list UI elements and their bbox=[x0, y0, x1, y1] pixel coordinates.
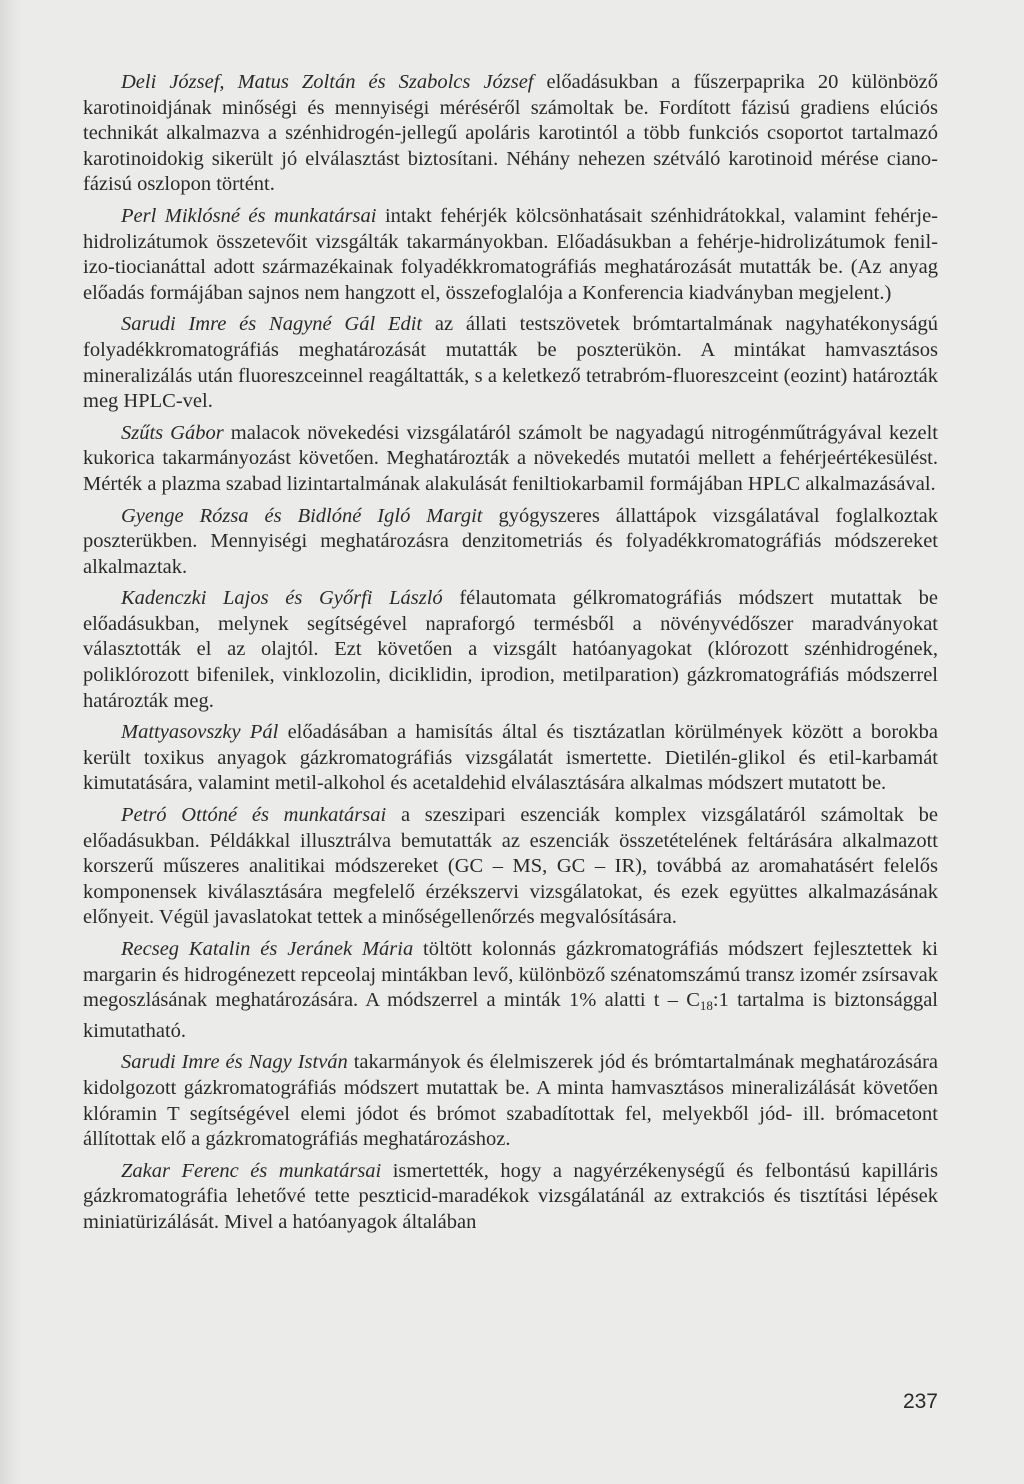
paragraph-gyenge bbox=[83, 504, 938, 581]
paragraph-author: Petró Ottóné és munkatársai bbox=[121, 804, 387, 827]
paragraph-text: gyógyszeres állattápok vizsgálatával foglalkoztak poszterükben. Mennyiségi meghatározásra denzitometriás és folyadékkromatográfiás módszereket alkalmaztak. bbox=[83, 504, 939, 578]
paragraph-text: előadásában a hamisítás által és tisztázatlan körülmények között a borokba került toxikus anyagok gázkromatográfiás vizsgálatát ismertette. Dietilén-glikol és etil-karbamát kimutatására, valamint metil-alkohol és acetaldehid elválasztására alkalmas módszert mutatott be. bbox=[83, 721, 938, 795]
paragraph-perl bbox=[83, 204, 938, 306]
paragraph-text: a szeszipari eszenciák komplex vizsgálatáról számoltak be előadásukban. Példákkal illusztrálva bemutatták az eszenciák összetételének feltárására alkalmazott korszerű műszeres analitikai módszereket (GC – MS, GC – IR), továbbá az aromahatásért felelős komponensek kiválasztására megfelelő érzékszervi vizsgálatokat, és ezek együttes alkalmazásának előnyeit. Végül javaslatokat tettek a minőségellenőrzés megvalósítására. bbox=[83, 804, 938, 929]
paragraph-szuts bbox=[83, 421, 938, 498]
subscript-18: 18 bbox=[699, 998, 713, 1014]
paragraph-text: ismertették, hogy a nagyérzékenységű és felbontású kapilláris gázkromatográfia lehetővé tette peszticid-maradékok vizsgálatánál az extrakciós és tisztítási lépések miniatürizálását. Mivel a hatóanyagok általában bbox=[83, 1159, 938, 1233]
paragraph-kadenczki bbox=[83, 586, 938, 714]
paragraph-text: takarmányok és élelmiszerek jód és brómtartalmának meghatározására kidolgozott gázkromatográfiás módszert mutattak be. A minta hamvasztásos mineralizálását követően klóramin T segítségével elemi jódot és brómot szabadítottak fel, melyekből jód- ill. brómacetont állítottak elő a gázkromatográfiás meghatározáshoz. bbox=[83, 1051, 938, 1151]
paragraph-text-tail: :1 tartalma is biztonsággal kimutatható. bbox=[83, 989, 938, 1042]
paragraph-author: Gyenge Rózsa és Bidlóné Igló Margit bbox=[121, 504, 483, 527]
document-page bbox=[83, 70, 938, 1242]
paragraph-mattyasovszky bbox=[83, 720, 938, 797]
scan-edge-shadow bbox=[0, 0, 22, 1484]
paragraph-text: félautomata gélkromatográfiás módszert mutattak be előadásukban, melynek segítségével napraforgó termésből a növényvédőszer maradványokat választották el az olajtól. Ezt követően a vizsgált hatóanyagokat (klórozott szénhidrogének, poliklórozott bifenilek, vinklozolin, diciklidin, iprodion, metilparation) gázkromatográfiás módszerrel határozták meg. bbox=[83, 587, 938, 712]
paragraph-author: Mattyasovszky Pál bbox=[121, 721, 279, 744]
paragraph-recseg bbox=[83, 937, 938, 1044]
paragraph-author: Zakar Ferenc és munkatársai bbox=[121, 1159, 382, 1182]
paragraph-text: intakt fehérjék kölcsönhatásait szénhidrátokkal, valamint fehérje-hidrolizátumok összetevőit vizsgálták takarmányokban. Előadásukban a fehérje-hidrolizátumok fenil-izo-tiocianáttal adott származékainak folyadékkromatográfiás meghatározását mutatták be. (Az anyag előadás formájában sajnos nem hangzott el, összefoglalója a Konferencia kiadványban megjelent.) bbox=[83, 204, 938, 304]
paragraph-zakar bbox=[83, 1159, 938, 1236]
paragraph-text: az állati testszövetek brómtartalmának nagyhatékonyságú folyadékkromatográfiás meghatározását mutatták be poszterükön. A mintákat hamvasztásos mineralizálás után fluoreszceinnel reagáltatták, s a keletkező tetrabróm-fluoreszceint (eozint) határozták meg HPLC-vel. bbox=[83, 313, 939, 413]
paragraph-petro bbox=[83, 803, 938, 931]
paragraph-author: Recseg Katalin és Jeránek Mária bbox=[121, 938, 414, 960]
paragraph-author: Sarudi Imre és Nagy István bbox=[121, 1051, 348, 1074]
paragraph-text: töltött kolonnás gázkromatográfiás módszert fejlesztettek ki margarin és hidrogénezett repceolaj mintákban levő, különböző szénatomszámú transz izomér zsírsavak megoszlásának meghatározására. A módszerrel a minták 1% alatti t – C bbox=[83, 938, 939, 1012]
paragraph-author: Szűts Gábor bbox=[121, 421, 224, 444]
paragraph-author: Sarudi Imre és Nagyné Gál Edit bbox=[121, 313, 423, 336]
paragraph-author: Kadenczki Lajos és Győrfi László bbox=[121, 587, 443, 610]
paragraph-text: előadásukban a fűszerpaprika 20 különböző karotinoidjának minőségi és mennyiségi méréséről számoltak be. Fordított fázisú gradiens elúciós technikát alkalmazva a szénhidrogén-jellegű apoláris karotintól a több funkciós csoportot tartalmazó karotinoidokig sikerült jó elválasztást biztosítani. Néhány nehezen szétváló karotinoid mérése ciano-fázisú oszlopon történt. bbox=[83, 71, 938, 196]
paragraph-sarudi-gal bbox=[83, 312, 938, 414]
paragraph-text: malacok növekedési vizsgálatáról számolt be nagyadagú nitrogénműtrágyával kezelt kukorica takarmányozást követően. Meghatározták a növekedés mutatói mellett a fehérjeértékesülést. Mérték a plazma szabad lizintartalmának alakulását feniltiokarbamil formájában HPLC alkalmazásával. bbox=[83, 421, 938, 495]
paragraph-author: Perl Miklósné és munkatársai bbox=[121, 204, 377, 227]
paragraph-sarudi-nagy bbox=[83, 1050, 938, 1152]
paragraph-deli bbox=[83, 70, 938, 198]
page-number: 237 bbox=[902, 1390, 938, 1413]
paragraph-author: Deli József, Matus Zoltán és Szabolcs József bbox=[121, 71, 534, 93]
